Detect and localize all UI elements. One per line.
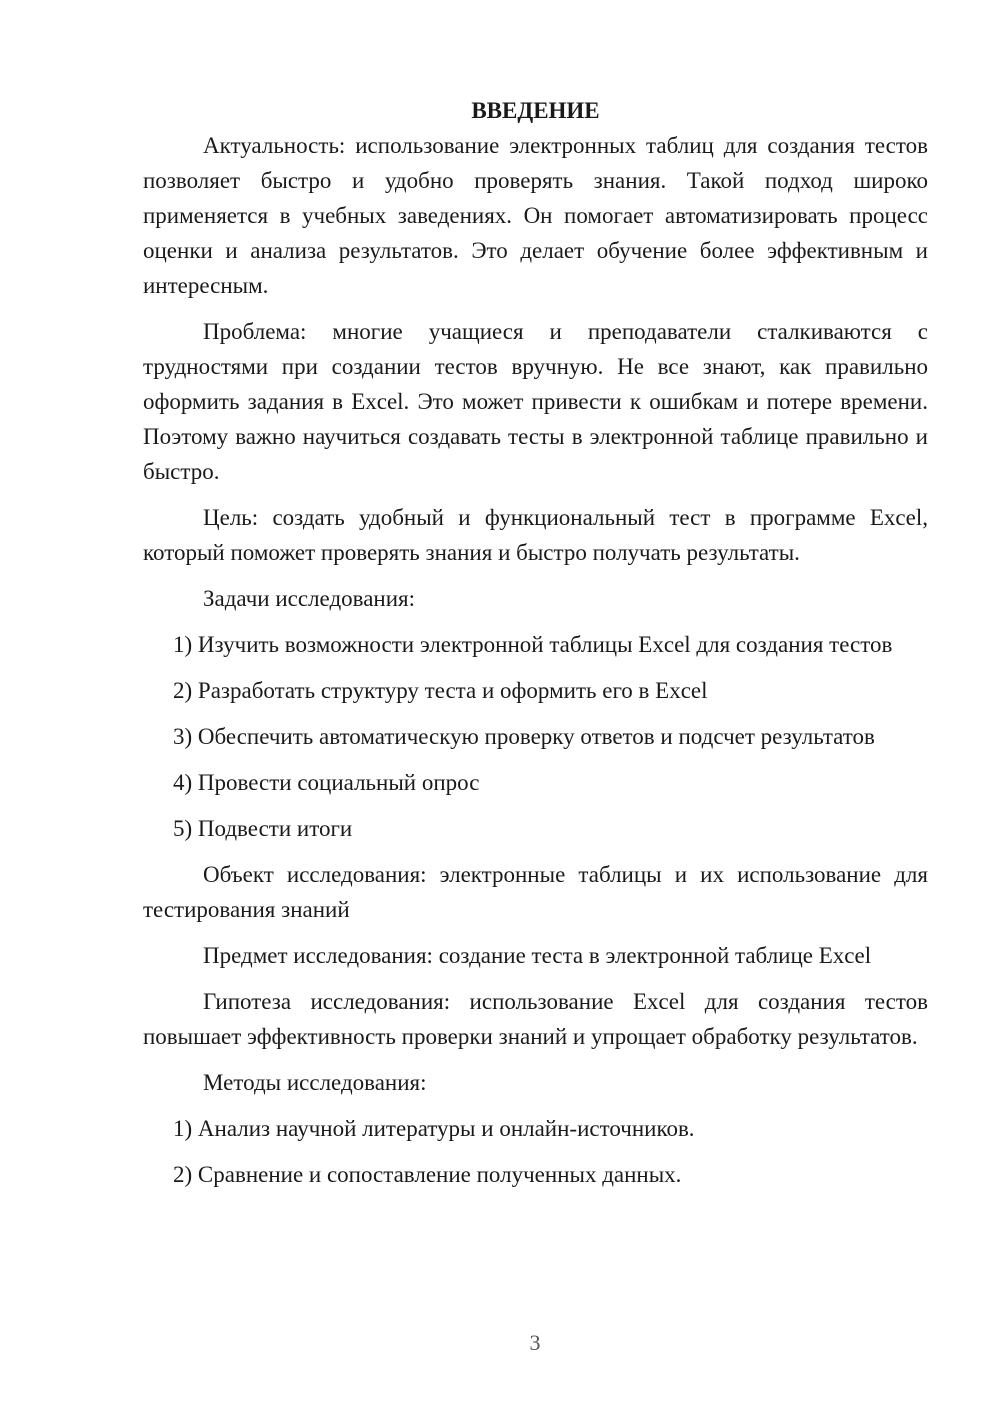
hypothesis-paragraph: Гипотеза исследования: использование Excel для создания тестов повышает эффективность проверки знаний и упрощает обработку результатов. <box>143 989 928 1049</box>
goal-paragraph: Цель: создать удобный и функциональный тест в программе Excel, который поможет проверять знания и быстро получать результаты. <box>143 505 928 565</box>
tasks-heading: Задачи исследования: <box>203 586 416 611</box>
task-item: 5) Подвести итоги <box>173 816 353 841</box>
task-item: 4) Провести социальный опрос <box>173 770 480 795</box>
page-number: 3 <box>529 1330 541 1355</box>
task-item: 2) Разработать структуру теста и оформить его в Excel <box>173 678 708 703</box>
object-paragraph: Объект исследования: электронные таблицы и их использование для тестирования знаний <box>143 862 928 922</box>
method-item: 1) Анализ научной литературы и онлайн-источников. <box>173 1116 695 1141</box>
document-page <box>143 93 928 1203</box>
task-item: 1) Изучить возможности электронной таблицы Excel для создания тестов <box>173 632 893 657</box>
section-title: ВВЕДЕНИЕ <box>471 98 600 123</box>
subject-paragraph: Предмет исследования: создание теста в электронной таблице Excel <box>203 943 872 968</box>
task-item: 3) Обеспечить автоматическую проверку ответов и подсчет результатов <box>173 724 875 749</box>
problem-paragraph: Проблема: многие учащиеся и преподаватели сталкиваются с трудностями при создании тестов вручную. Не все знают, как правильно оформить задания в Excel. Это может привести к ошибкам и потере времени. Поэтому важно научиться создавать тесты в электронной таблице правильно и быстро. <box>143 319 928 484</box>
method-item: 2) Сравнение и сопоставление полученных данных. <box>173 1162 682 1187</box>
relevance-paragraph: Актуальность: использование электронных таблиц для создания тестов позволяет быстро и удобно проверять знания. Такой подход широко применяется в учебных заведениях. Он помогает автоматизировать процесс оценки и анализа результатов. Это делает обучение более эффективным и интересным. <box>143 133 928 298</box>
methods-heading: Методы исследования: <box>203 1070 427 1095</box>
